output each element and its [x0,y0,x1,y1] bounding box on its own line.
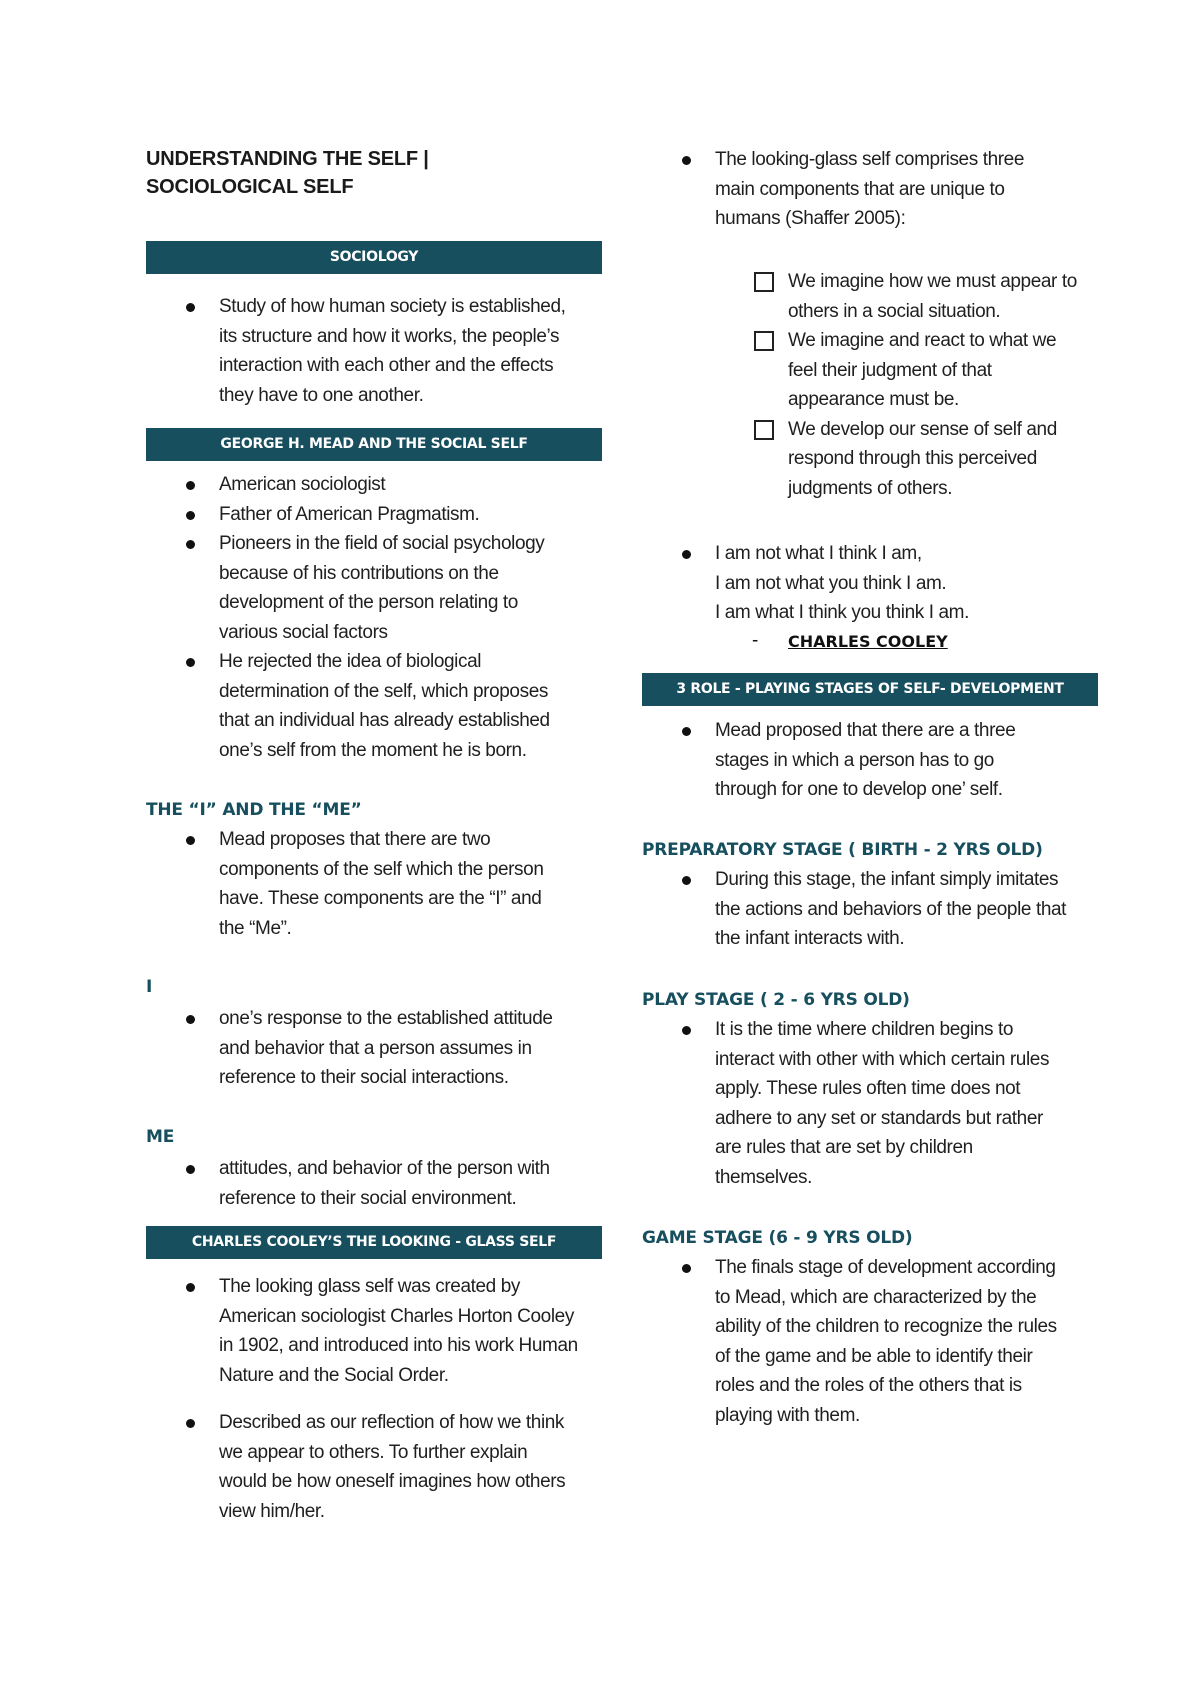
list-item: During this stage, the infant simply imitates the actions and behaviors of the people that the infant interacts with. [715,865,1070,954]
bullet-icon [186,1015,195,1024]
game-list [715,1253,1070,1430]
list-item: Mead proposes that there are two components of the self which the person have. These components are the “I” and the “Me”. [219,825,564,943]
subheading-me: ME [146,1127,175,1147]
preparatory-list [715,865,1070,954]
quote-list [715,539,1060,628]
document-title: UNDERSTANDING THE SELF | SOCIOLOGICAL SELF [146,148,429,198]
subheading-i: I [146,977,153,997]
attribution-dash: - [752,630,759,651]
section-heading-sociology: SOCIOLOGY [146,241,602,274]
bullet-icon [186,303,195,312]
looking-glass-components-checklist [788,267,1088,503]
list-item: American sociologist [219,470,564,500]
list-item: It is the time where children begins to interact with other with which certain rules apply. These rules often time does not adhere to any set or standards but rather are rules that are set by children themselves. [715,1015,1060,1192]
subheading-play-stage: PLAY STAGE ( 2 - 6 YRS OLD) [642,990,910,1010]
list-item: one’s response to the established attitude and behavior that a person assumes in reference to their social interactions. [219,1004,584,1093]
stages-list [715,716,1060,805]
bullet-icon [186,658,195,667]
section-heading-cooley: CHARLES COOLEY’S THE LOOKING - GLASS SELF [146,1226,602,1259]
components-intro-list [715,145,1060,234]
list-item: Pioneers in the field of social psychology because of his contributions on the development of the person relating to various social factors [219,529,564,647]
quote-line: I am what I think you think I am. [715,602,969,623]
checklist-item: We develop our sense of self and respond through this perceived judgments of others. [788,415,1088,504]
bullet-icon [682,876,691,885]
bullet-icon [682,1264,691,1273]
cooley-list [219,1272,579,1526]
list-item: The looking glass self was created by American sociologist Charles Horton Cooley in 1902, and introduced into his work Human Nature and the Social Order. [219,1272,579,1390]
checkbox-icon [754,272,774,292]
section-heading-stages: 3 ROLE - PLAYING STAGES OF SELF- DEVELOPMENT [642,673,1098,706]
list-item: Described as our reflection of how we think we appear to others. To further explain would be how oneself imagines how others view him/her. [219,1408,579,1526]
bullet-icon [186,540,195,549]
quote-line: I am not what I think I am, [715,543,922,564]
quote-author: CHARLES COOLEY [788,632,948,651]
list-item: Study of how human society is established, its structure and how it works, the people’s interaction with each other and the effects they have to one another. [219,292,579,410]
bullet-icon [682,156,691,165]
bullet-icon [186,836,195,845]
checklist-item: We imagine and react to what we feel their judgment of that appearance must be. [788,326,1088,415]
list-item: The looking-glass self comprises three main components that are unique to humans (Shaffer 2005): [715,145,1060,234]
bullet-icon [682,550,691,559]
subheading-game-stage: GAME STAGE (6 - 9 YRS OLD) [642,1228,913,1248]
mead-list [219,470,564,765]
i-list [219,1004,584,1093]
me-list [219,1154,584,1213]
bullet-icon [682,1026,691,1035]
quote-item [715,539,1060,628]
list-item: Father of American Pragmatism. [219,500,564,530]
list-item: He rejected the idea of biological determination of the self, which proposes that an individual has already established one’s self from the moment he is born. [219,647,564,765]
quote-line: I am not what you think I am. [715,572,947,594]
subheading-preparatory-stage: PREPARATORY STAGE ( BIRTH - 2 YRS OLD) [642,840,1043,860]
bullet-icon [186,1283,195,1292]
list-item: Mead proposed that there are a three stages in which a person has to go through for one to develop one’ self. [715,716,1060,805]
checkbox-icon [754,420,774,440]
sociology-list [219,292,579,410]
list-item: attitudes, and behavior of the person with reference to their social environment. [219,1154,584,1213]
play-list [715,1015,1060,1192]
bullet-icon [186,481,195,490]
section-heading-mead: GEORGE H. MEAD AND THE SOCIAL SELF [146,428,602,461]
checkbox-icon [754,331,774,351]
checklist-item: We imagine how we must appear to others in a social situation. [788,267,1088,326]
list-item: The finals stage of development according to Mead, which are characterized by the ability of the children to recognize the rules of the game and be able to identify their roles and the roles of the others that is playing with them. [715,1253,1070,1430]
subheading-i-and-me: THE “I” AND THE “ME” [146,800,362,820]
i-me-list [219,825,564,943]
bullet-icon [186,1419,195,1428]
bullet-icon [186,1165,195,1174]
bullet-icon [682,727,691,736]
bullet-icon [186,511,195,520]
